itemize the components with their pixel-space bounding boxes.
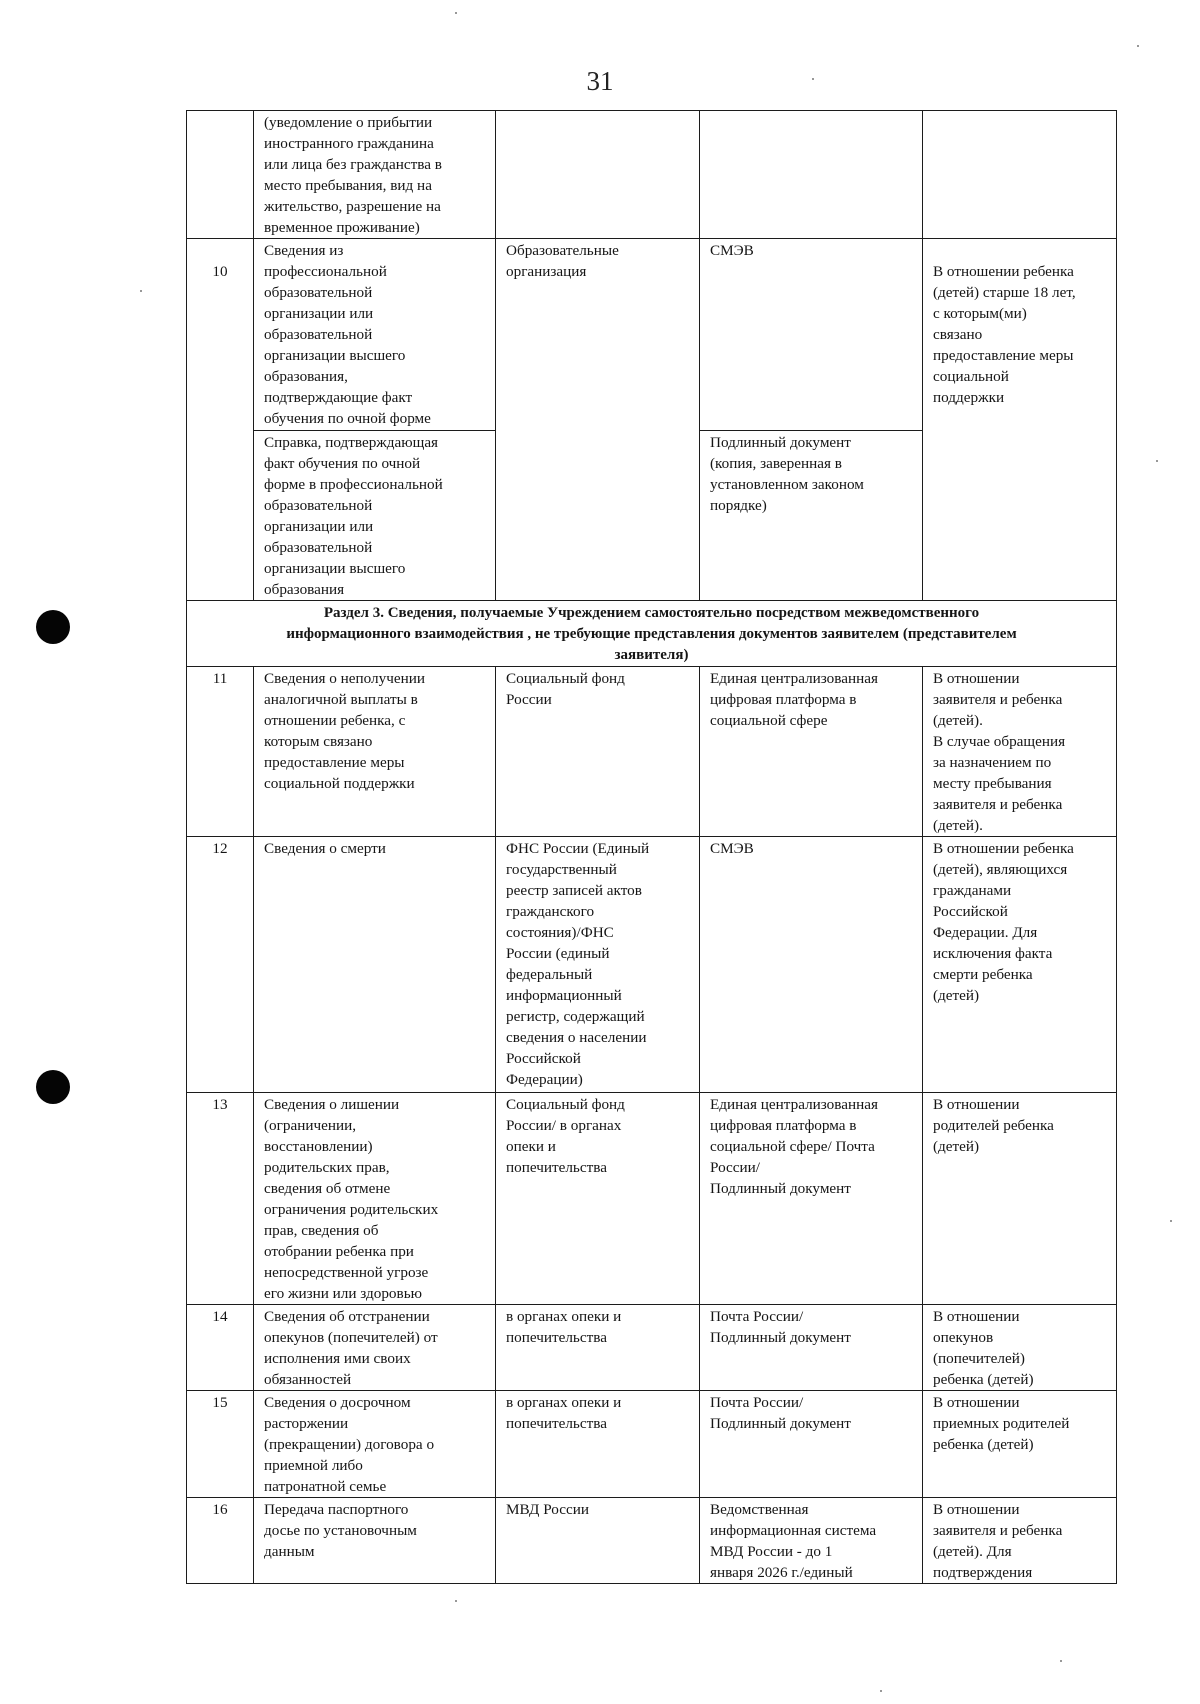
- document-cell: (уведомление о прибытии иностранного гражданина или лица без гражданства в место пребывания, вид на жительство, разрешение на временное проживание): [254, 111, 496, 239]
- method-cell: Почта России/ Подлинный документ: [700, 1391, 923, 1498]
- note-cell: В отношении заявителя и ребенка (детей). В случае обращения за назначением по месту пребывания заявителя и ребенка (детей).: [923, 667, 1117, 837]
- method-cell: Почта России/ Подлинный документ: [700, 1305, 923, 1391]
- document-cell: Передача паспортного досье по установочным данным: [254, 1498, 496, 1584]
- document-cell: Сведения об отстранении опекунов (попечителей) от исполнения ими своих обязанностей: [254, 1305, 496, 1391]
- method-cell: Единая централизованная цифровая платформа в социальной сфере: [700, 667, 923, 837]
- row-number-cell: [187, 239, 254, 601]
- note-cell: [923, 111, 1117, 239]
- source-cell: МВД России: [496, 1498, 700, 1584]
- table-row: [187, 667, 1117, 837]
- method-cell: СМЭВ: [700, 837, 923, 1093]
- row-number: 16: [187, 1498, 254, 1584]
- table-row: [187, 1093, 1117, 1305]
- method-cell: Ведомственная информационная система МВД России - до 1 января 2026 г./единый: [700, 1498, 923, 1584]
- table-row: [187, 1498, 1117, 1584]
- row-number: 15: [187, 1391, 254, 1498]
- note-cell: В отношении приемных родителей ребенка (детей): [923, 1391, 1117, 1498]
- section-3-heading: Раздел 3. Сведения, получаемые Учреждением самостоятельно посредством межведомственного информационного взаимодействия , не требующие представления документов заявителем (представителем заявителя): [187, 601, 1117, 667]
- document-cell: Сведения из профессиональной образовательной организации или образовательной организации высшего образования, подтверждающие факт обучения по очной форме: [254, 239, 496, 431]
- page-number: 31: [586, 66, 614, 96]
- row-number: 14: [187, 1305, 254, 1391]
- table-row: [187, 837, 1117, 1093]
- note-cell: В отношении ребенка (детей) старше 18 лет, с которым(ми) связано предоставление меры социальной поддержки: [923, 239, 1117, 601]
- table-row: [187, 111, 1117, 239]
- scan-speck: [1137, 45, 1139, 47]
- documents-table: [186, 110, 1117, 1584]
- scan-speck: [880, 1690, 882, 1692]
- document-cell: Сведения о лишении (ограничении, восстановлении) родительских прав, сведения об отмене ограничения родительских прав, сведения об отобрании ребенка при непосредственной угрозе его жизни или здоровью: [254, 1093, 496, 1305]
- row-number: 12: [187, 837, 254, 1093]
- scan-speck: [1170, 1220, 1172, 1222]
- scan-speck: [1156, 460, 1158, 462]
- method-cell: СМЭВ: [700, 239, 923, 431]
- punch-hole: [36, 610, 70, 644]
- table-row: [187, 1391, 1117, 1498]
- source-cell: Образовательные организация: [496, 239, 700, 601]
- source-cell: Социальный фонд России: [496, 667, 700, 837]
- row-number: 10: [212, 263, 228, 280]
- note-cell: В отношении ребенка (детей), являющихся гражданами Российской Федерации. Для исключения факта смерти ребенка (детей): [923, 837, 1117, 1093]
- document-cell: Справка, подтверждающая факт обучения по очной форме в профессиональной образовательной организации или образовательной организации высшего образования: [254, 431, 496, 601]
- note-cell: В отношении заявителя и ребенка (детей). Для подтверждения: [923, 1498, 1117, 1584]
- section-heading-row: [187, 601, 1117, 667]
- source-cell: ФНС России (Единый государственный реестр записей актов гражданского состояния)/ФНС России (единый федеральный информационный регистр, содержащий сведения о населении Российской Федерации): [496, 837, 700, 1093]
- method-cell: [700, 111, 923, 239]
- scan-speck: [140, 290, 142, 292]
- document-cell: Сведения о смерти: [254, 837, 496, 1093]
- scan-speck: [1060, 1660, 1062, 1662]
- row-number: 13: [187, 1093, 254, 1305]
- method-cell: Подлинный документ (копия, заверенная в установленном законом порядке): [700, 431, 923, 601]
- source-cell: в органах опеки и попечительства: [496, 1391, 700, 1498]
- method-cell: Единая централизованная цифровая платформа в социальной сфере/ Почта России/ Подлинный документ: [700, 1093, 923, 1305]
- document-cell: Сведения о неполучении аналогичной выплаты в отношении ребенка, с которым связано предоставление меры социальной поддержки: [254, 667, 496, 837]
- scan-speck: [455, 12, 457, 14]
- table-row: [187, 239, 1117, 431]
- table-row: [187, 1305, 1117, 1391]
- row-number-cell: [187, 111, 254, 239]
- note-cell: В отношении родителей ребенка (детей): [923, 1093, 1117, 1305]
- row-number: 11: [187, 667, 254, 837]
- note-cell: В отношении опекунов (попечителей) ребенка (детей): [923, 1305, 1117, 1391]
- source-cell: [496, 111, 700, 239]
- scan-speck: [455, 1600, 457, 1602]
- scan-speck: [812, 78, 814, 80]
- source-cell: в органах опеки и попечительства: [496, 1305, 700, 1391]
- document-cell: Сведения о досрочном расторжении (прекращении) договора о приемной либо патронатной семье: [254, 1391, 496, 1498]
- source-cell: Социальный фонд России/ в органах опеки и попечительства: [496, 1093, 700, 1305]
- punch-hole: [36, 1070, 70, 1104]
